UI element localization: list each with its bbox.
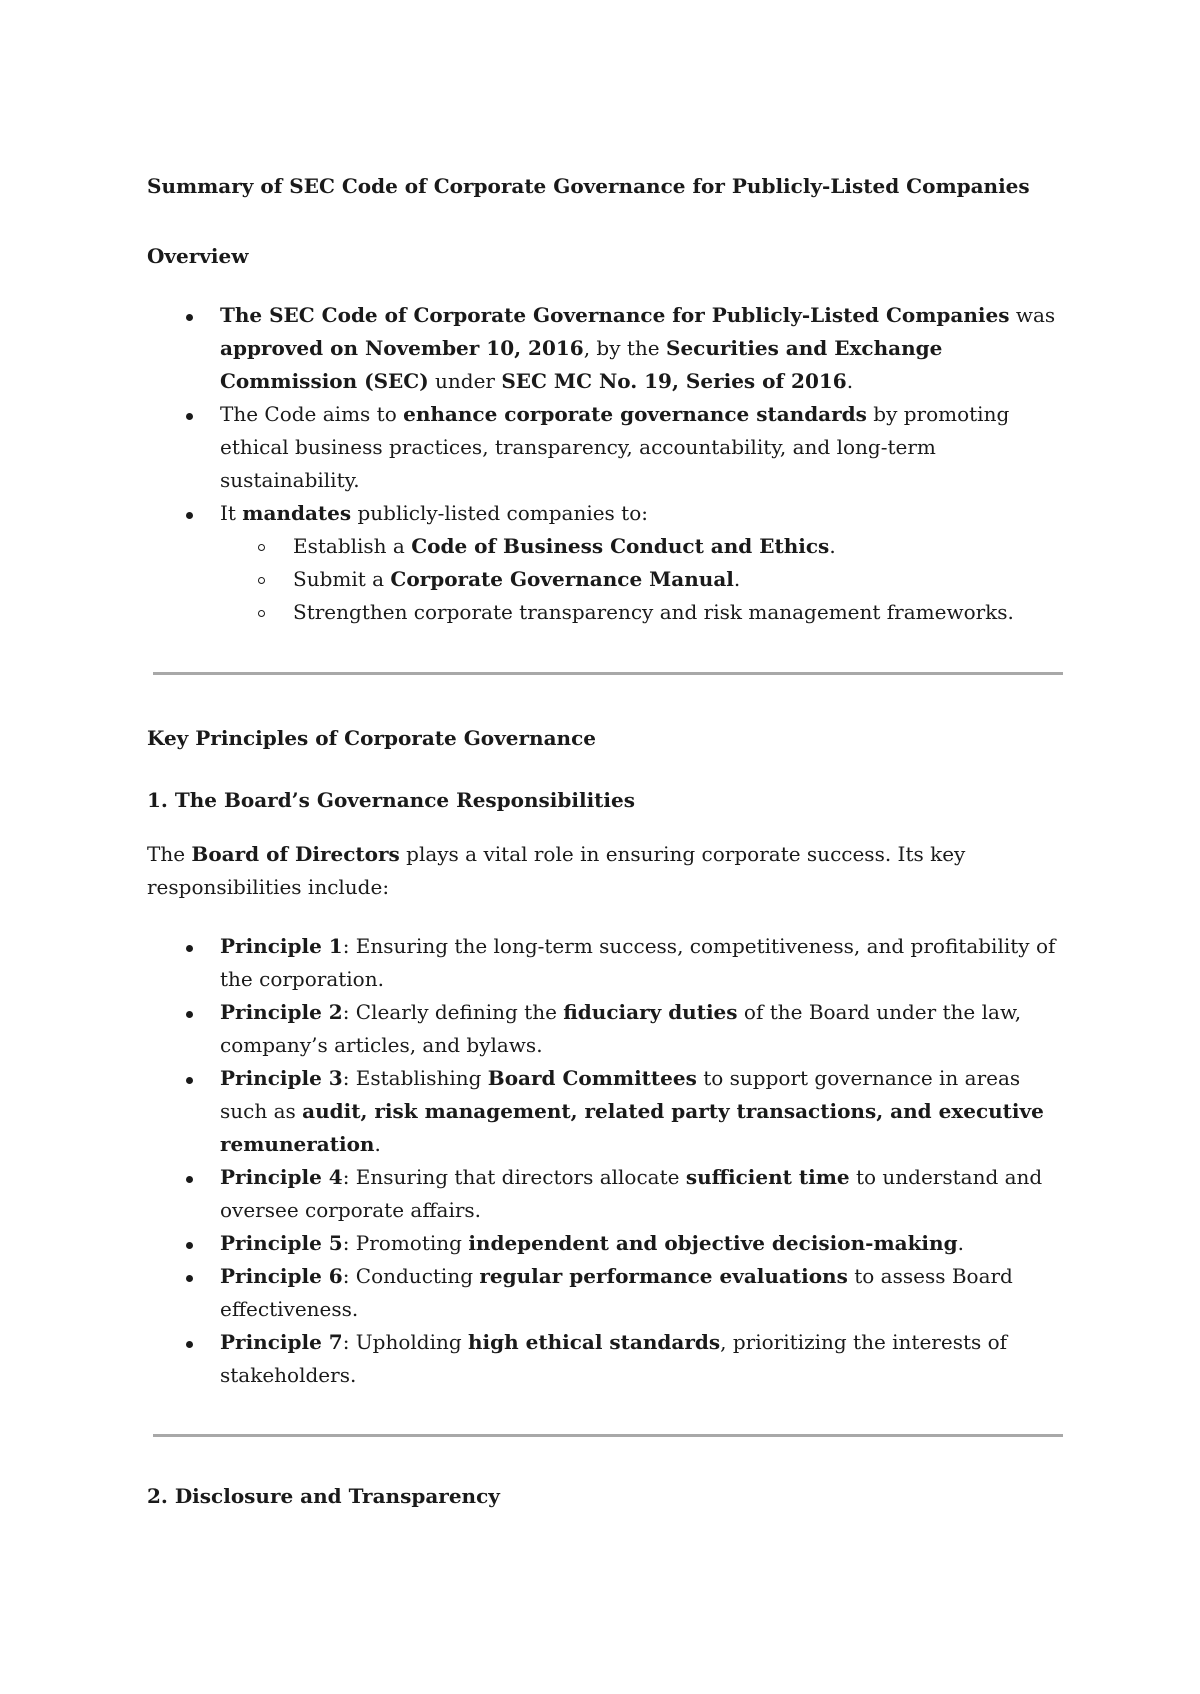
bullet-icon	[186, 1077, 193, 1084]
principles-list	[147, 930, 1067, 1392]
key-principles-heading: Key Principles of Corporate Governance	[147, 726, 596, 750]
bullet-icon	[186, 1011, 193, 1018]
list-item: Principle 6: Conducting regular performance evaluations to assess Board effectiveness.	[147, 1260, 1067, 1326]
section-1-heading: 1. The Board’s Governance Responsibilities	[147, 788, 635, 812]
list-item: Principle 4: Ensuring that directors allocate sufficient time to understand and oversee corporate affairs.	[147, 1161, 1067, 1227]
bullet-icon	[186, 945, 193, 952]
list-item: Principle 7: Upholding high ethical standards, prioritizing the interests of stakeholders.	[147, 1326, 1067, 1392]
mandates-sublist	[220, 530, 1067, 629]
bullet-icon	[186, 1176, 193, 1183]
list-item: Principle 5: Promoting independent and objective decision-making.	[147, 1227, 1067, 1260]
bullet-icon	[186, 1242, 193, 1249]
horizontal-divider	[153, 1434, 1063, 1437]
bullet-icon	[186, 314, 193, 321]
overview-list	[147, 299, 1067, 629]
list-item: The Code aims to enhance corporate governance standards by promoting ethical business practices, transparency, accountability, and long-term sustainability.	[147, 398, 1067, 497]
list-item: It mandates publicly-listed companies to: Establish a Code of Business Conduct and Ethics. Submit a Corporate Governance Manual. Strengthen corporate transparency and risk management frameworks.	[147, 497, 1067, 629]
list-item: Principle 3: Establishing Board Committees to support governance in areas such as audit, risk management, related party transactions, and executive remuneration.	[147, 1062, 1067, 1161]
sublist-item: Submit a Corporate Governance Manual.	[220, 563, 1067, 596]
hollow-bullet-icon	[258, 577, 265, 584]
section-2-heading: 2. Disclosure and Transparency	[147, 1484, 500, 1508]
section-1-intro: The Board of Directors plays a vital role in ensuring corporate success. Its key responsibilities include:	[147, 842, 966, 899]
sublist-item: Establish a Code of Business Conduct and Ethics.	[220, 530, 1067, 563]
overview-heading: Overview	[147, 244, 249, 268]
list-item: Principle 1: Ensuring the long-term success, competitiveness, and profitability of the corporation.	[147, 930, 1067, 996]
document-title: Summary of SEC Code of Corporate Governance for Publicly-Listed Companies	[147, 174, 1030, 198]
bullet-icon	[186, 1341, 193, 1348]
bullet-icon	[186, 413, 193, 420]
bullet-icon	[186, 1275, 193, 1282]
list-item: The SEC Code of Corporate Governance for Publicly-Listed Companies was approved on November 10, 2016, by the Securities and Exchange Commission (SEC) under SEC MC No. 19, Series of 2016.	[147, 299, 1067, 398]
list-item: Principle 2: Clearly defining the fiduciary duties of the Board under the law, company’s articles, and bylaws.	[147, 996, 1067, 1062]
horizontal-divider	[153, 672, 1063, 675]
sublist-item: Strengthen corporate transparency and risk management frameworks.	[220, 596, 1067, 629]
bullet-icon	[186, 512, 193, 519]
hollow-bullet-icon	[258, 610, 265, 617]
hollow-bullet-icon	[258, 544, 265, 551]
